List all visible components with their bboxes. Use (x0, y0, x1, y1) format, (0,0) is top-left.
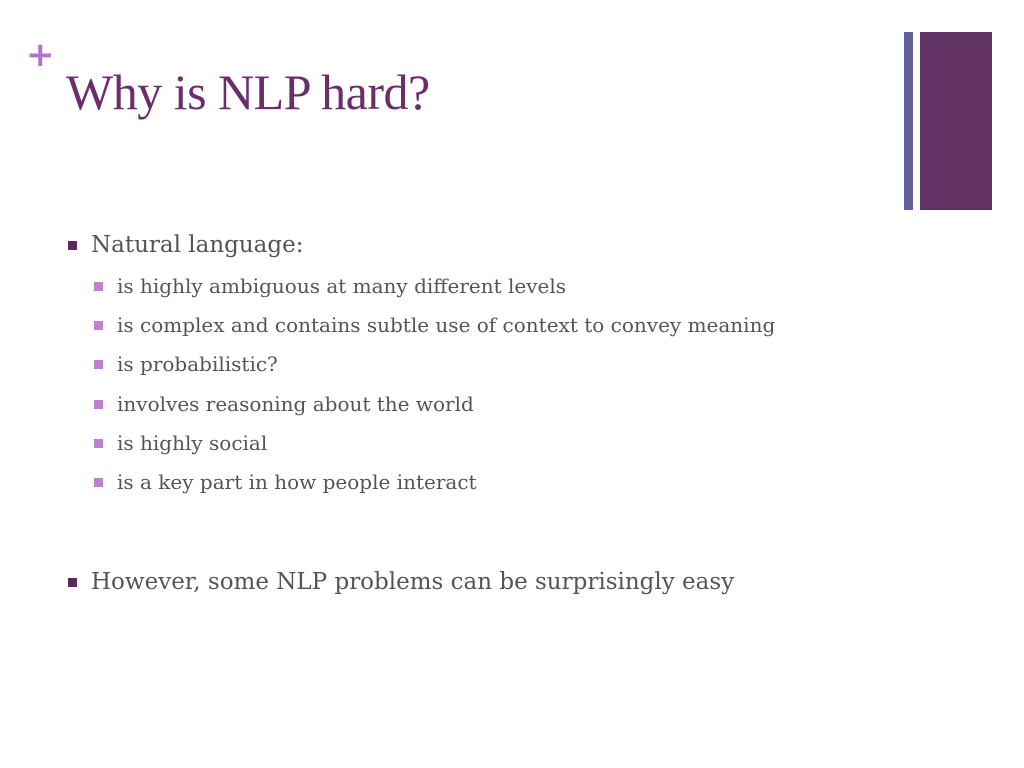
slide-title: Why is NLP hard? (66, 64, 430, 120)
sub-bullet-text: is a key part in how people interact (117, 470, 477, 494)
sub-bullet (94, 313, 775, 337)
bullet-square-icon (94, 282, 103, 291)
bullet-square-icon (94, 439, 103, 448)
sub-bullet (94, 431, 267, 455)
sub-bullet-text: is complex and contains subtle use of context to convey meaning (117, 313, 776, 337)
sub-bullet-text: involves reasoning about the world (117, 392, 474, 416)
bullet-square-icon (68, 241, 77, 250)
bullet-natural-language (68, 232, 303, 258)
accent-bar-thick (920, 32, 992, 210)
bullet-square-icon (94, 400, 103, 409)
sub-bullet (94, 352, 278, 376)
bullet-square-icon (68, 578, 77, 587)
sub-bullet (94, 274, 566, 298)
accent-bar-thin (904, 32, 913, 210)
bullet-nlp-easy (68, 569, 734, 595)
sub-bullet (94, 392, 474, 416)
bullet-square-icon (94, 478, 103, 487)
sub-bullet (94, 470, 477, 494)
plus-icon: + (26, 35, 55, 75)
sub-bullet-text: is highly social (117, 431, 268, 455)
bullet-square-icon (94, 321, 103, 330)
sub-bullet-text: is highly ambiguous at many different levels (117, 274, 567, 298)
sub-bullet-text: is probabilistic? (117, 352, 278, 376)
bullet-text: Natural language: (91, 232, 304, 258)
bullet-square-icon (94, 360, 103, 369)
bullet-text: However, some NLP problems can be surprisingly easy (91, 569, 735, 595)
